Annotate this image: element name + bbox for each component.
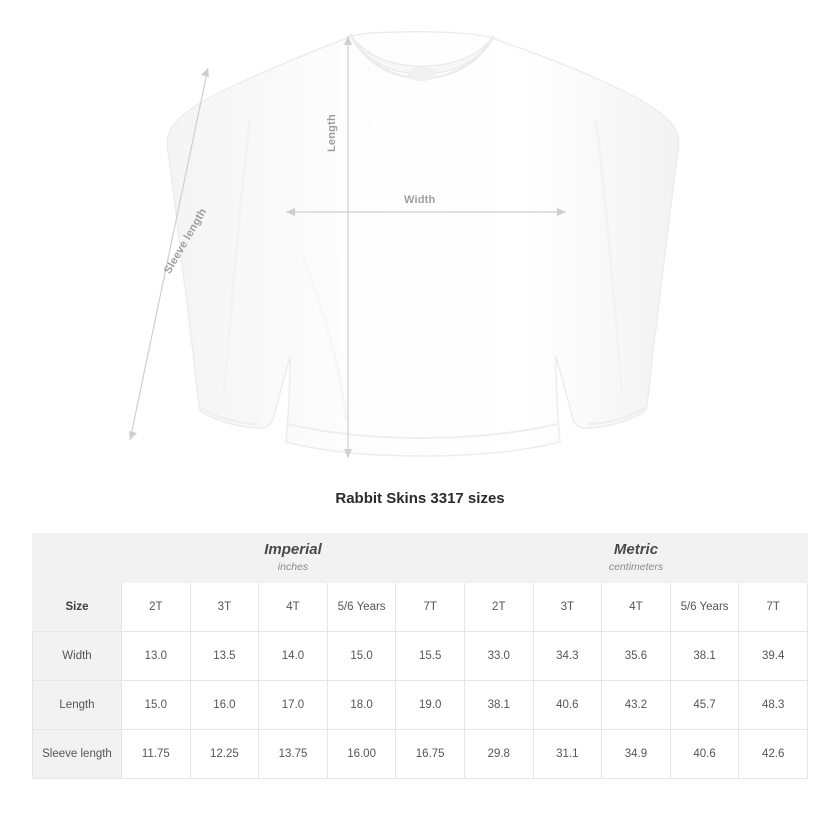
cell-width-imperial-5-6-years: 15.0: [327, 632, 396, 681]
cell-length-imperial-3t: 16.0: [190, 681, 259, 730]
table-header-row: [33, 583, 808, 632]
table-system-row: [33, 534, 808, 583]
cell-width-imperial-2t: 13.0: [122, 632, 191, 681]
column-header-imperial-4t: 4T: [259, 583, 328, 632]
cell-width-metric-3t: 34.3: [533, 632, 602, 681]
table-corner-cell: [33, 534, 122, 583]
cell-length-imperial-7t: 19.0: [396, 681, 465, 730]
cell-length-metric-7t: 48.3: [739, 681, 808, 730]
cell-length-metric-4t: 43.2: [602, 681, 671, 730]
cell-sleeve-metric-4t: 34.9: [602, 730, 671, 779]
cell-sleeve-imperial-5-6-years: 16.00: [327, 730, 396, 779]
cell-length-metric-2t: 38.1: [464, 681, 533, 730]
column-header-metric-3t: 3T: [533, 583, 602, 632]
cell-width-metric-2t: 33.0: [464, 632, 533, 681]
cell-sleeve-metric-3t: 31.1: [533, 730, 602, 779]
table-row: [33, 730, 808, 779]
cell-sleeve-metric-7t: 42.6: [739, 730, 808, 779]
column-header-metric-4t: 4T: [602, 583, 671, 632]
table-row: [33, 681, 808, 730]
system-name-metric: Metric: [613, 540, 659, 558]
cell-width-metric-7t: 39.4: [739, 632, 808, 681]
cell-width-imperial-4t: 14.0: [259, 632, 328, 681]
size-table: [32, 533, 808, 779]
system-unit-metric: centimeters: [608, 560, 664, 573]
row-label-width: Width: [33, 632, 122, 681]
cell-length-imperial-4t: 17.0: [259, 681, 328, 730]
page-title: Rabbit Skins 3317 sizes: [335, 490, 505, 507]
cell-sleeve-imperial-3t: 12.25: [190, 730, 259, 779]
column-header-imperial-2t: 2T: [122, 583, 191, 632]
column-header-size: Size: [33, 583, 122, 632]
column-header-metric-7t: 7T: [739, 583, 808, 632]
row-label-sleeve-length: Sleeve length: [33, 730, 122, 779]
column-header-imperial-5-6-years: 5/6 Years: [327, 583, 396, 632]
system-header-imperial: [122, 534, 465, 583]
cell-sleeve-metric-2t: 29.8: [464, 730, 533, 779]
guide-label-length: Length: [326, 114, 338, 152]
cell-length-imperial-2t: 15.0: [122, 681, 191, 730]
cell-length-metric-5-6-years: 45.7: [670, 681, 739, 730]
column-header-metric-5-6-years: 5/6 Years: [670, 583, 739, 632]
cell-sleeve-imperial-7t: 16.75: [396, 730, 465, 779]
cell-width-metric-5-6-years: 38.1: [670, 632, 739, 681]
cell-length-imperial-5-6-years: 18.0: [327, 681, 396, 730]
system-header-metric: [464, 534, 807, 583]
column-header-imperial-7t: 7T: [396, 583, 465, 632]
cell-width-imperial-7t: 15.5: [396, 632, 465, 681]
guide-label-sleeve-length: Sleeve length: [162, 206, 210, 276]
row-label-length: Length: [33, 681, 122, 730]
system-unit-imperial: inches: [277, 560, 309, 573]
guide-label-width: Width: [404, 194, 436, 206]
cell-width-imperial-3t: 13.5: [190, 632, 259, 681]
system-name-imperial: Imperial: [264, 540, 322, 558]
table-row: [33, 632, 808, 681]
cell-sleeve-metric-5-6-years: 40.6: [670, 730, 739, 779]
column-header-metric-2t: 2T: [464, 583, 533, 632]
cell-width-metric-4t: 35.6: [602, 632, 671, 681]
size-table-wrapper: [32, 533, 808, 779]
column-header-imperial-3t: 3T: [190, 583, 259, 632]
cell-sleeve-imperial-4t: 13.75: [259, 730, 328, 779]
cell-sleeve-imperial-2t: 11.75: [122, 730, 191, 779]
cell-length-metric-3t: 40.6: [533, 681, 602, 730]
